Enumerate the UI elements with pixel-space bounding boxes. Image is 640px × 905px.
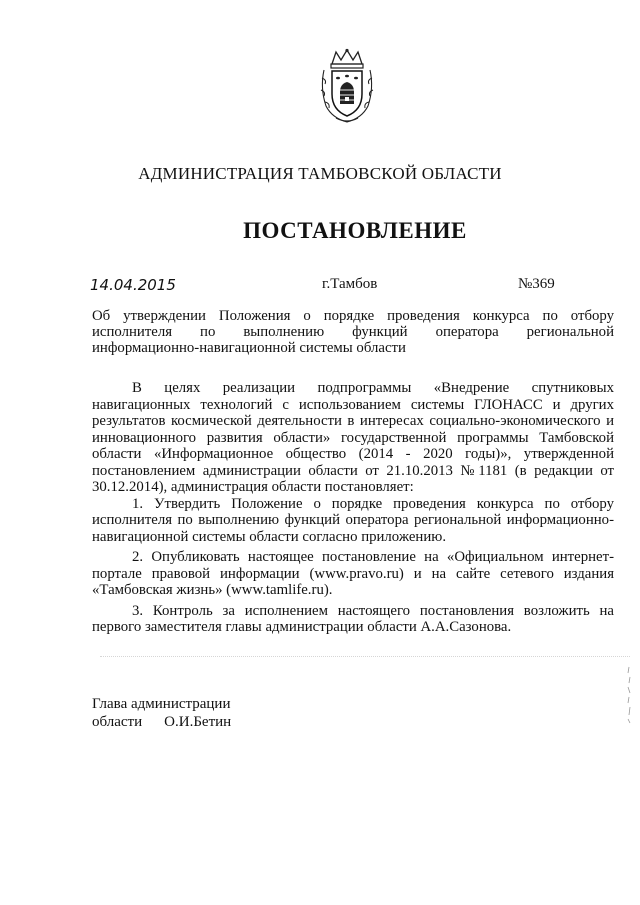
signatory-title-line-1: Глава администрации — [92, 696, 231, 712]
document-number — [518, 276, 555, 293]
organization-name: АДМИНИСТРАЦИЯ ТАМБОВСКОЙ ОБЛАСТИ — [138, 164, 502, 183]
item-3-paragraph: 3. Контроль за исполнением настоящего постановления возложить на первого заместителя главы администрации области А.А.Сазонова. — [92, 602, 614, 635]
item-1-paragraph: 1. Утвердить Положение о порядке проведения конкурса по отбору исполнителя по выполнению функций оператора региональной информационно-навигационной системы области согласно приложению. — [92, 495, 614, 545]
document-subject — [92, 308, 614, 356]
subject-line-3: информационно-навигационной системы области — [92, 340, 406, 356]
subject-line-2: исполнителя по выполнению функций оператора региональной — [92, 324, 614, 340]
margin-mark-icon — [624, 665, 634, 725]
signatory-name: О.И.Бетин — [164, 714, 232, 730]
document-number-value: №369 — [518, 276, 555, 292]
tambov-coat-of-arms-icon — [318, 48, 376, 124]
item-2-paragraph: 2. Опубликовать настоящее постановление на «Официальном интернет-портале правовой информации (www.pravo.ru) и на сайте сетевого издания «Тамбовская жизнь» (www.tamlife.ru). — [92, 549, 614, 598]
signature-block — [92, 695, 231, 731]
signatory-title-region: области — [92, 714, 143, 730]
subject-line-1: Об утверждении Положения о порядке проведения конкурса по отбору — [92, 308, 614, 324]
document-date: 14.04.2015 — [90, 276, 176, 294]
scan-artifact-line — [100, 656, 630, 658]
document-city: г.Тамбов — [322, 276, 378, 292]
document-body — [92, 380, 614, 636]
preamble-paragraph: В целях реализации подпрограммы «Внедрение спутниковых навигационных технологий с использованием системы ГЛОНАСС и других результатов космической деятельности в интересах социально-экономического и инновационного развития области» государственной программы Тамбовской области «Информационное общество (2014 - 2020 годы)», утвержденной постановлением администрации области от 21.10.2013 №1181 (в редакции от 30.12.2014), администрация области постановляет: — [92, 380, 614, 495]
document-type: ПОСТАНОВЛЕНИЕ — [243, 218, 467, 243]
signatory-title-line-2 — [92, 713, 231, 731]
